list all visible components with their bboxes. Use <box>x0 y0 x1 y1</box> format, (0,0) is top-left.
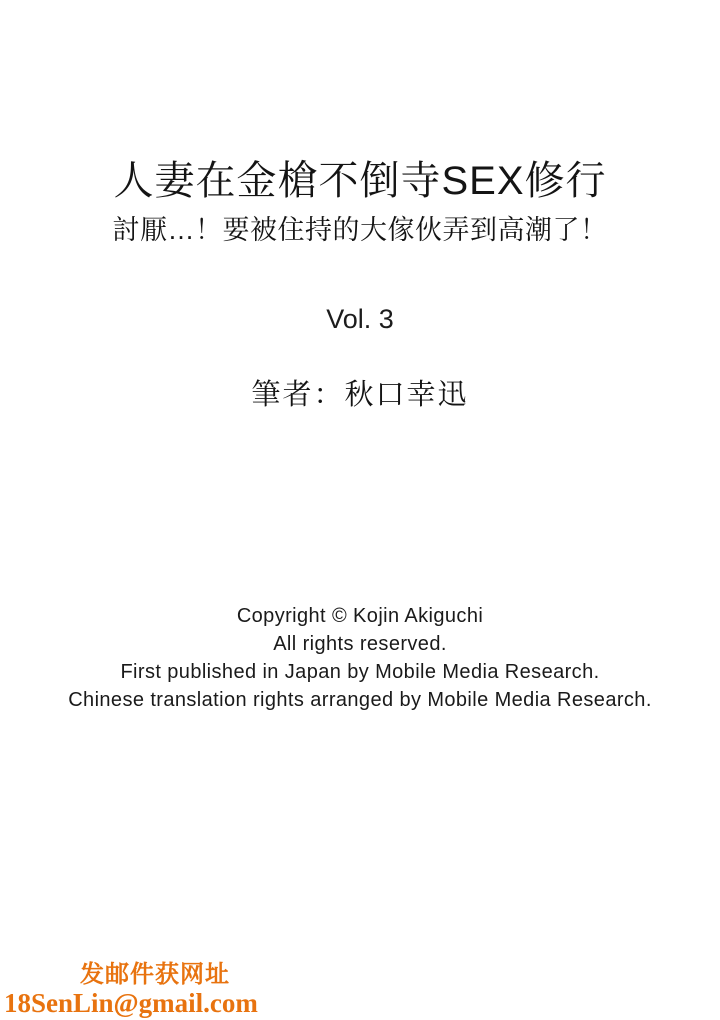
copyright-block <box>0 602 720 714</box>
copyright-line: First published in Japan by Mobile Media Research. <box>120 661 600 683</box>
copyright-line: Chinese translation rights arranged by Mobile Media Research. <box>68 689 652 711</box>
copyright-line: All rights reserved. <box>273 633 447 655</box>
copyright-line: Copyright © Kojin Akiguchi <box>236 605 484 627</box>
page-title: 人妻在金槍不倒寺SEX修行 <box>113 159 607 203</box>
watermark-block <box>4 961 258 1018</box>
watermark-site-note: 发邮件获网址 <box>80 961 230 988</box>
watermark-email: 18SenLin@gmail.com <box>4 988 258 1018</box>
volume-label: Vol. 3 <box>326 304 394 334</box>
author-line: 筆者：秋口幸迅 <box>251 379 469 411</box>
page-subtitle: 討厭…！要被住持的大傢伙弄到高潮了！ <box>112 215 608 245</box>
